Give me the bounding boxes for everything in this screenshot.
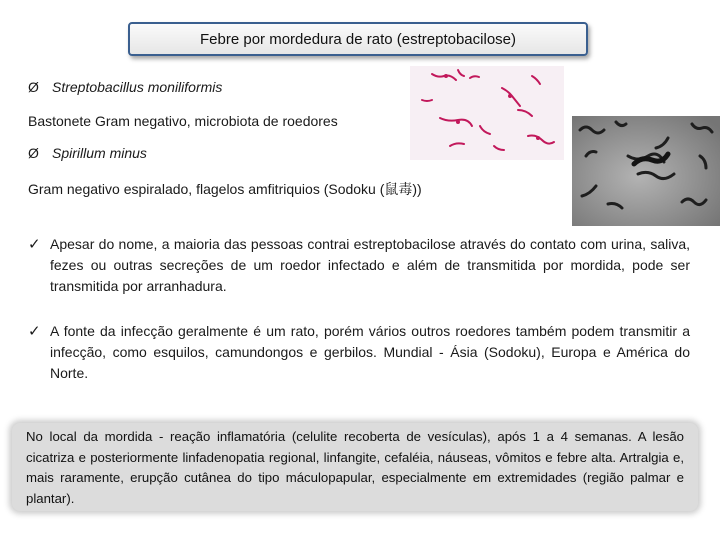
bullet-source: [28, 321, 690, 384]
slide-title: [128, 22, 588, 56]
spirillum-micrograph: [572, 116, 720, 226]
organism-1-name: Streptobacillus moniliformis: [52, 79, 223, 95]
clinical-summary-text: No local da mordida - reação inflamatória (celulite recoberta de vesículas), após 1 a 4 semanas. A lesão cicatriza e posteriormente linfadenopatia regional, linfangite, cefaléia, náuseas, vômitos e febre alta. Artralgia e, mais raramente, erupção cutânea do tipo máculopapular, especialmente em extremidades (região palmar e plantar).: [26, 429, 684, 506]
organism-2-heading: [28, 145, 147, 161]
streptobacillus-micrograph: [410, 66, 564, 160]
bullet-transmission-text: Apesar do nome, a maioria das pessoas contrai estreptobacilose através do contato com urina, saliva, fezes ou outras secreções de um roedor infectado e além de transmitida por mordida, pode ser transmitida por arranhadura.: [50, 236, 690, 294]
organism-1-description: Bastonete Gram negativo, microbiota de roedores: [28, 113, 338, 129]
arrow-bullet-icon: Ø: [28, 79, 39, 95]
bullet-transmission: [28, 234, 690, 297]
checkmark-icon: ✓: [28, 323, 41, 340]
organism-1-heading: [28, 79, 222, 95]
organism-2-name: Spirillum minus: [52, 145, 147, 161]
checkmark-icon: ✓: [28, 236, 41, 253]
arrow-bullet-icon: Ø: [28, 145, 39, 161]
bullet-source-text: A fonte da infecção geralmente é um rato, porém vários outros roedores também podem transmitir a infecção, como esquilos, camundongos e gerbilos. Mundial - Ásia (Sodoku), Europa e América do Norte.: [50, 323, 690, 381]
slide-title-text: Febre por mordedura de rato (estreptobacilose): [200, 30, 516, 48]
clinical-summary-box: [12, 423, 698, 511]
organism-2-description: Gram negativo espiralado, flagelos amfitriquios (Sodoku (鼠毒)): [28, 181, 422, 197]
